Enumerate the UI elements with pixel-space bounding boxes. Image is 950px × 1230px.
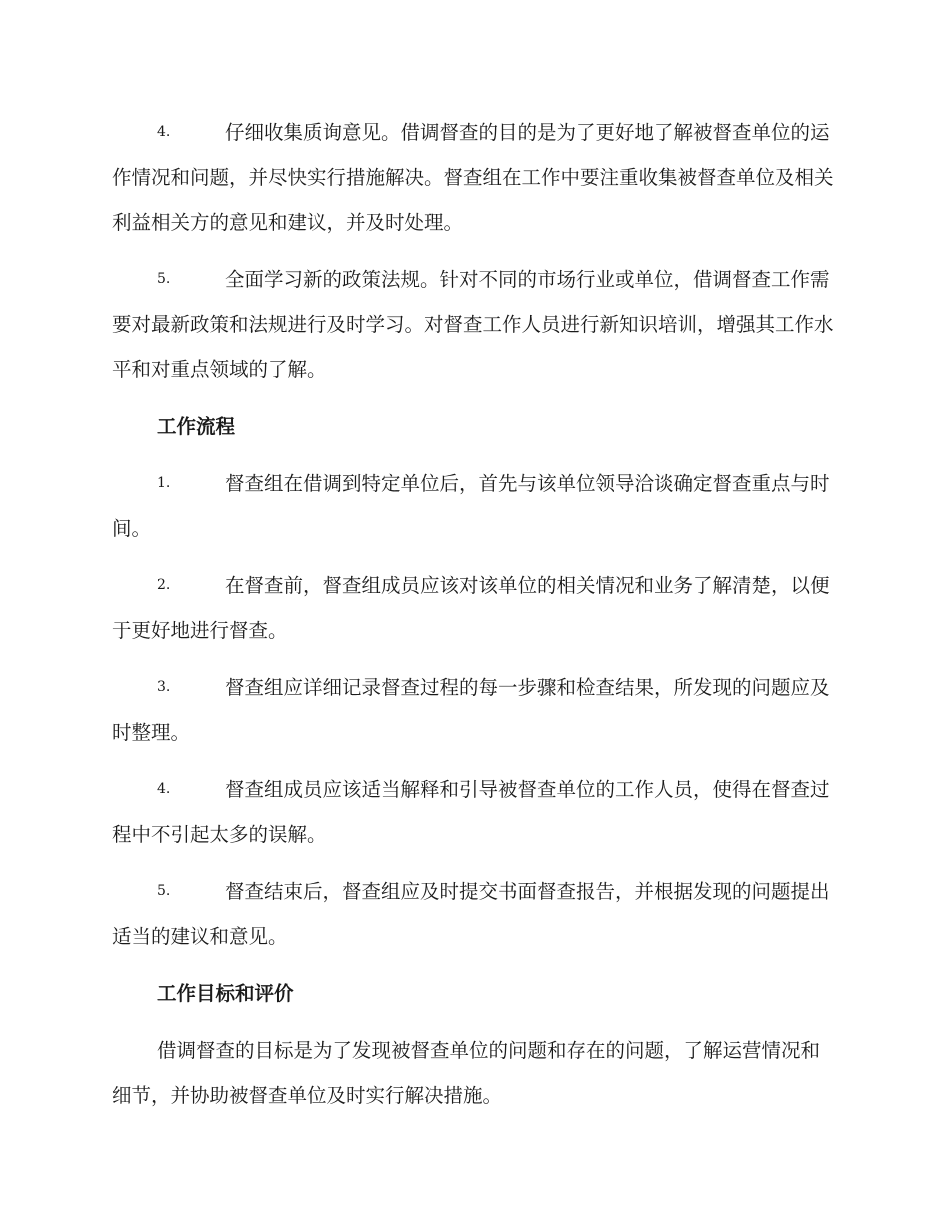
list-item-number: 3. bbox=[157, 679, 171, 695]
list-item-text: 督查结束后，督查组应及时提交书面督查报告，并根据发现的问题提出适当的建议和意见。 bbox=[112, 880, 830, 948]
body-paragraph: 借调督查的目标是为了发现被督查单位的问题和存在的问题，了解运营情况和细节，并协助被督查单位及时实行解决措施。 bbox=[112, 1039, 821, 1107]
list-item-number: 4. bbox=[157, 124, 171, 140]
list-item-number: 1. bbox=[157, 475, 171, 491]
list-item-number: 5. bbox=[157, 883, 171, 899]
section-heading-workflow: 工作流程 bbox=[157, 415, 236, 438]
document-body bbox=[112, 110, 838, 1118]
list-item-text: 督查组成员应该适当解释和引导被督查单位的工作人员，使得在督查过程中不引起太多的误解。 bbox=[112, 778, 830, 846]
section-heading-goals: 工作目标和评价 bbox=[157, 982, 294, 1005]
list-item bbox=[112, 665, 838, 755]
list-item-text: 全面学习新的政策法规。针对不同的市场行业或单位，借调督查工作需要对最新政策和法规进行及时学习。对督查工作人员进行新知识培训，增强其工作水平和对重点领域的了解。 bbox=[112, 268, 834, 381]
list-item bbox=[112, 110, 838, 245]
list-item-text: 督查组在借调到特定单位后，首先与该单位领导洽谈确定督查重点与时间。 bbox=[112, 472, 830, 540]
list-item-number: 2. bbox=[157, 577, 171, 593]
list-item bbox=[112, 869, 838, 959]
list-item-text: 督查组应详细记录督查过程的每一步骤和检查结果，所发现的问题应及时整理。 bbox=[112, 676, 830, 744]
list-item-number: 5. bbox=[157, 271, 171, 287]
list-item bbox=[112, 563, 838, 653]
list-item-text: 在督查前，督查组成员应该对该单位的相关情况和业务了解清楚，以便于更好地进行督查。 bbox=[112, 574, 830, 642]
list-item bbox=[112, 257, 838, 392]
list-item bbox=[112, 767, 838, 857]
list-item bbox=[112, 461, 838, 551]
list-item-text: 仔细收集质询意见。借调督查的目的是为了更好地了解被督查单位的运作情况和问题，并尽快实行措施解决。督查组在工作中要注重收集被督查单位及相关利益相关方的意见和建议，并及时处理。 bbox=[112, 121, 834, 234]
list-item-number: 4. bbox=[157, 781, 171, 797]
